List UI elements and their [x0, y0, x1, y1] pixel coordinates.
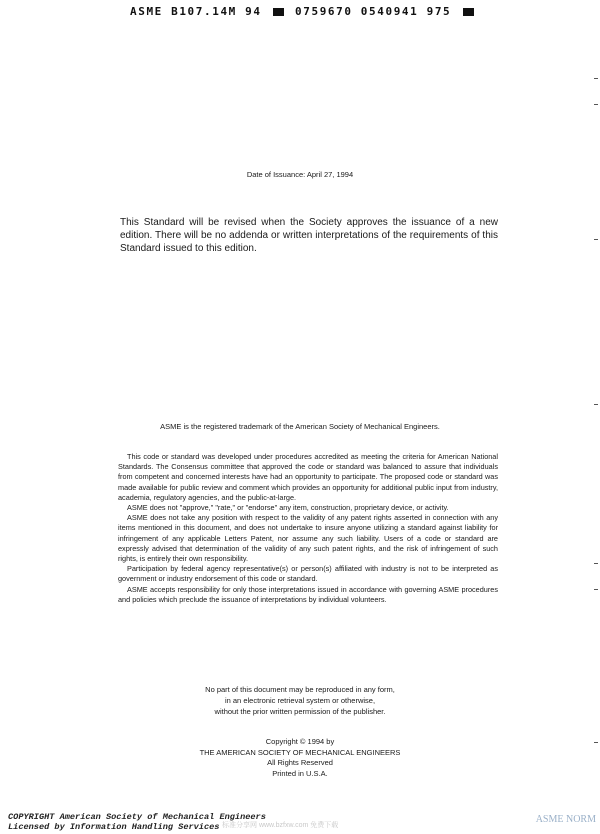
- copyright-publisher: THE AMERICAN SOCIETY OF MECHANICAL ENGINEERS: [199, 747, 401, 757]
- copyright-line: Copyright © 1994 by: [265, 737, 335, 746]
- margin-tick: [594, 742, 598, 743]
- document-serial: 0759670 0540941: [295, 5, 419, 18]
- trademark-statement: ASME is the registered trademark of the American Society of Mechanical Engineers.: [160, 422, 440, 431]
- document-code-header: [130, 5, 477, 18]
- copyright-rights: All Rights Reserved: [267, 758, 333, 767]
- footer-copyright: COPYRIGHT American Society of Mechanical Engineers: [8, 812, 266, 822]
- header-block-mark: [463, 8, 474, 16]
- margin-tick: [594, 104, 598, 105]
- copyright-printed: Printed in U.S.A.: [272, 768, 328, 778]
- policy-paragraph: ASME accepts responsibility for only those interpretations issued in accordance with governing ASME procedures and policies which preclude the issuance of interpretations by individual volunteers.: [118, 584, 498, 604]
- site-watermark: 标准分享网 www.bzfxw.com 免费下载: [222, 822, 339, 829]
- policy-paragraph: ASME does not "approve," "rate," or "endorse" any item, construction, proprietary device, or activity.: [127, 503, 449, 513]
- reproduction-line: in an electronic retrieval system or otherwise,: [224, 696, 376, 705]
- margin-tick: [594, 404, 598, 405]
- policy-statement: [118, 452, 498, 605]
- asme-norm-logo: ASME NORM: [535, 814, 596, 825]
- margin-tick: [594, 239, 598, 240]
- copyright-block: [0, 737, 600, 779]
- reproduction-line: No part of this document may be reproduced in any form,: [205, 685, 395, 694]
- document-serial-suffix: 975: [426, 5, 452, 18]
- margin-tick: [594, 78, 598, 79]
- policy-paragraph: Participation by federal agency representative(s) or person(s) affiliated with industry is not to be interpreted as government or industry endorsement of this code or standard.: [118, 564, 498, 584]
- revision-notice: This Standard will be revised when the Society approves the issuance of a new edition. There will be no addenda or written interpretations of the requirements of this Standard issued to this edition.: [120, 217, 498, 254]
- policy-paragraph: This code or standard was developed under procedures accredited as meeting the criteria for American National Standards. The Consensus committee that approved the code or standard was balanced to assure that individuals from competent and concerned interests have had an opportunity to participate. The proposed code or standard was made available for public review and comment which provides an opportunity for additional public input from industry, academia, regulatory agencies, and the public-at-large.: [118, 452, 498, 502]
- policy-paragraph: ASME does not take any position with respect to the validity of any patent rights asserted in connection with any items mentioned in this document, and does not undertake to insure anyone utilizing a standard against liability for infringement of any applicable Letters Patent, nor assume any such liability. Users of a code or standard are expressly advised that determination of the validity of any such patent rights, and the risk of infringement of such rights, is entirely their own responsibility.: [118, 513, 498, 564]
- header-block-mark: [273, 8, 284, 16]
- margin-tick: [594, 563, 598, 564]
- reproduction-notice: [0, 684, 600, 717]
- document-code: ASME B107.14M 94: [130, 5, 262, 18]
- footer-license: Licensed by Information Handling Services: [8, 822, 220, 832]
- date-of-issuance: Date of Issuance: April 27, 1994: [246, 170, 354, 179]
- margin-tick: [594, 589, 598, 590]
- reproduction-line: without the prior written permission of the publisher.: [214, 707, 386, 716]
